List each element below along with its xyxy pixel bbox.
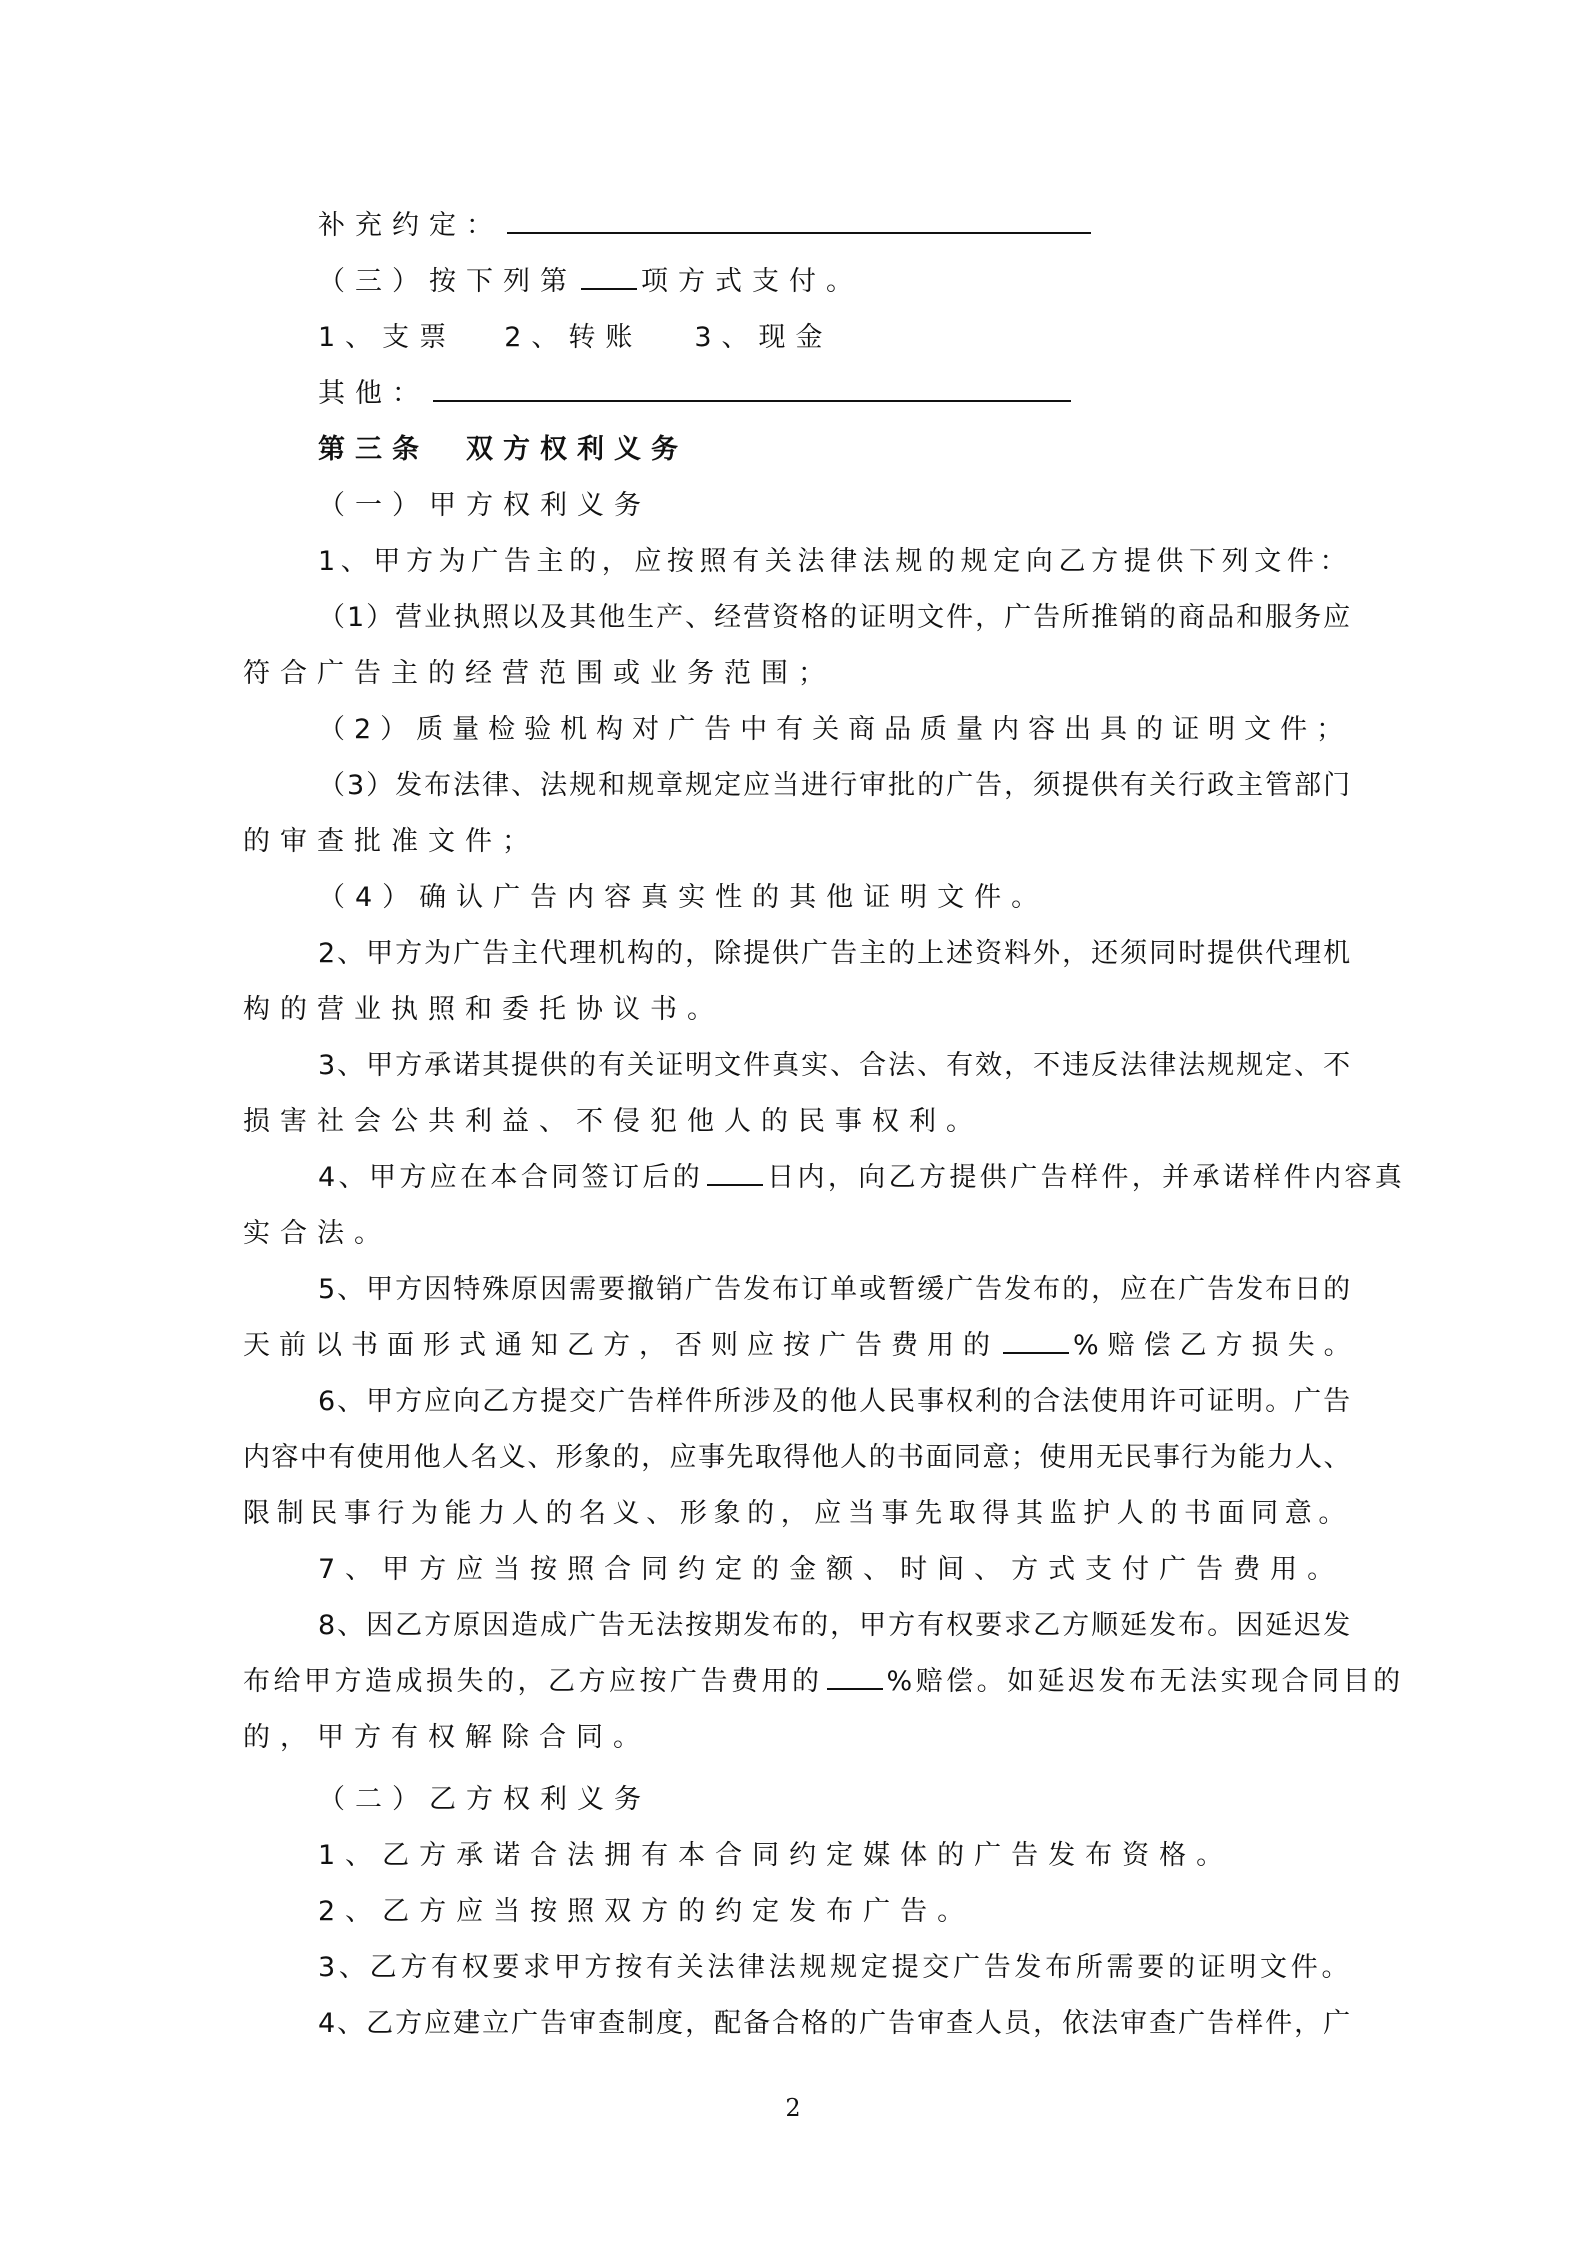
other-label: 其他：	[318, 378, 429, 409]
paragraph-line	[243, 1326, 1360, 1366]
text-span: 天前以书面形式通知乙方，否则应按广告费用的	[243, 1330, 999, 1361]
payment-method-text-end: 项方式支付。	[641, 266, 863, 297]
paragraph-line: 实合法。	[243, 1218, 391, 1249]
paragraph-line: 2、乙方应当按照双方的约定发布广告。	[318, 1896, 975, 1927]
paragraph-line: 符合广告主的经营范围或业务范围；	[243, 658, 835, 689]
paragraph-line: 8、因乙方原因造成广告无法按期发布的，甲方有权要求乙方顺延发布。因延迟发	[318, 1610, 1353, 1641]
payment-method-text: （三）按下列第	[318, 266, 577, 297]
text-span: 日内，向乙方提供广告样件，并承诺样件内容真	[767, 1162, 1406, 1193]
text-span: 4、甲方应在本合同签订后的	[318, 1162, 704, 1193]
other-line	[318, 374, 1075, 414]
percent-blank	[1003, 1326, 1069, 1354]
paragraph-line: 内容中有使用他人名义、形象的，应事先取得他人的书面同意；使用无民事行为能力人、	[243, 1442, 1352, 1473]
paragraph-line: 6、甲方应向乙方提交广告样件所涉及的他人民事权利的合法使用许可证明。广告	[318, 1386, 1353, 1417]
option-cheque: 1、支票	[318, 322, 457, 353]
paragraph-line: 3、甲方承诺其提供的有关证明文件真实、合法、有效，不违反法律法规规定、不	[318, 1050, 1353, 1081]
paragraph-line: 构的营业执照和委托协议书。	[243, 994, 724, 1025]
paragraph-line: 1、乙方承诺合法拥有本合同约定媒体的广告发布资格。	[318, 1840, 1234, 1871]
payment-item-blank	[581, 262, 637, 290]
paragraph-line: 7、甲方应当按照合同约定的金额、时间、方式支付广告费用。	[318, 1554, 1345, 1585]
paragraph-line: 的审查批准文件；	[243, 826, 539, 857]
paragraph-line: （2）质量检验机构对广告中有关商品质量内容出具的证明文件；	[318, 714, 1353, 745]
text-span: %赔偿乙方损失。	[1073, 1330, 1360, 1361]
paragraph-line: 5、甲方因特殊原因需要撤销广告发布订单或暂缓广告发布的，应在广告发布日的	[318, 1274, 1353, 1305]
paragraph-line: 1、甲方为广告主的，应按照有关法律法规的规定向乙方提供下列文件：	[318, 546, 1353, 577]
payment-options-line	[318, 318, 833, 358]
percent-blank	[827, 1662, 883, 1690]
paragraph-line: 限制民事行为能力人的名义、形象的，应当事先取得其监护人的书面同意。	[243, 1498, 1352, 1529]
paragraph-line	[243, 1662, 1404, 1702]
option-cash: 3、现金	[694, 322, 833, 353]
supplement-blank	[507, 206, 1091, 234]
days-blank	[707, 1158, 763, 1186]
party-b-section-heading: （二）乙方权利义务	[318, 1784, 651, 1815]
text-span: %赔偿。如延迟发布无法实现合同目的	[886, 1666, 1404, 1697]
payment-method-line	[318, 262, 863, 302]
supplement-label: 补充约定：	[318, 210, 503, 241]
article-3-heading: 第三条 双方权利义务	[318, 434, 688, 465]
paragraph-line	[318, 1158, 1405, 1198]
option-transfer: 2、转账	[504, 322, 643, 353]
text-span: 布给甲方造成损失的，乙方应按广告费用的	[243, 1666, 823, 1697]
paragraph-line: 的，甲方有权解除合同。	[243, 1722, 650, 1753]
paragraph-line: （1）营业执照以及其他生产、经营资格的证明文件，广告所推销的商品和服务应	[318, 602, 1353, 633]
paragraph-line: （3）发布法律、法规和规章规定应当进行审批的广告，须提供有关行政主管部门	[318, 770, 1353, 801]
party-a-section-heading: （一）甲方权利义务	[318, 490, 651, 521]
page-number: 2	[785, 2094, 801, 2122]
paragraph-line: 3、乙方有权要求甲方按有关法律法规规定提交广告发布所需要的证明文件。	[318, 1952, 1353, 1983]
other-blank	[433, 374, 1071, 402]
paragraph-line: 2、甲方为广告主代理机构的，除提供广告主的上述资料外，还须同时提供代理机	[318, 938, 1353, 969]
supplement-line	[318, 206, 1095, 246]
paragraph-line: （4）确认广告内容真实性的其他证明文件。	[318, 882, 1049, 913]
paragraph-line: 损害社会公共利益、不侵犯他人的民事权利。	[243, 1106, 983, 1137]
paragraph-line: 4、乙方应建立广告审查制度，配备合格的广告审查人员，依法审查广告样件，广	[318, 2008, 1353, 2039]
